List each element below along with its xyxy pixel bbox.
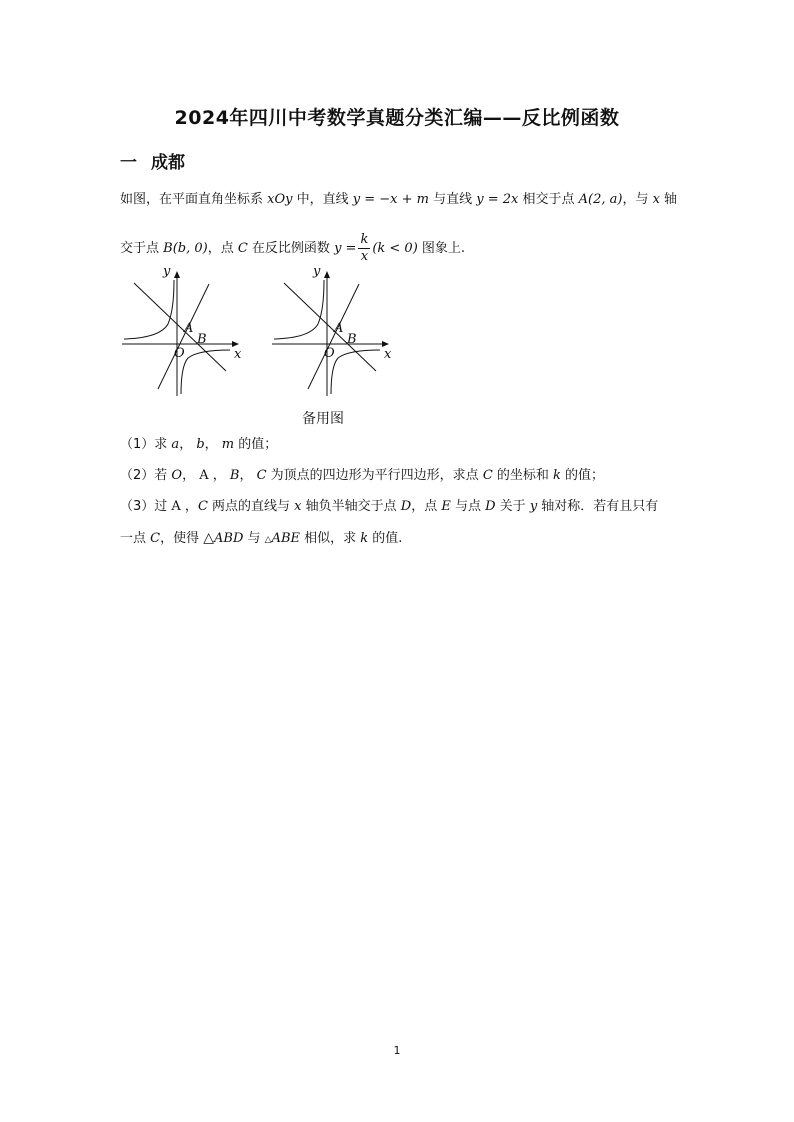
question-number: （1） — [120, 437, 155, 452]
hyperbola-left-branch — [274, 280, 324, 339]
question-text: 的坐标和 — [492, 468, 554, 483]
page-title: 2024年四川中考数学真题分类汇编——反比例函数 — [174, 107, 620, 129]
intro-text: 相交于点 — [518, 192, 579, 207]
point-c: C — [150, 531, 161, 546]
question-text: 的值； — [560, 468, 605, 483]
question-text: ，点 — [411, 499, 442, 514]
var-k: k — [360, 531, 369, 546]
question-text: 一点 — [120, 531, 151, 546]
intro-text: 轴 — [659, 192, 678, 207]
intro-text: 中，直线 — [292, 192, 353, 207]
point-c: C — [237, 241, 248, 256]
question-text: 为顶点的四边形为平行四边形，求点 — [266, 468, 483, 483]
intro-text: 在反比例函数 — [247, 241, 335, 256]
figure-backup — [272, 272, 388, 396]
intro-line-1 — [120, 190, 677, 210]
point-d: D — [485, 499, 496, 514]
section-heading — [120, 148, 185, 173]
question-text: ，使得 — [160, 531, 204, 546]
x-axis-label: x — [234, 347, 242, 362]
intro-line-2 — [120, 232, 465, 265]
x-axis-label: x — [384, 347, 392, 362]
intro-text: ，与 — [622, 192, 653, 207]
intro-text: 交于点 — [120, 241, 164, 256]
function-lhs: y = — [334, 241, 357, 256]
question-text: 关于 — [495, 499, 530, 514]
triangle-icon: △ — [264, 535, 272, 545]
question-text: 的值； — [234, 437, 278, 452]
point-c: C — [197, 499, 208, 514]
function-graphs — [120, 262, 420, 402]
x-var: x — [294, 499, 302, 514]
question-text: 轴对称．若有且只有 — [537, 499, 659, 514]
intro-text: ，点 — [207, 241, 238, 256]
k-condition: (k < 0) — [372, 241, 418, 256]
point-d: D — [400, 499, 412, 514]
triangle-icon: △ — [203, 530, 215, 546]
var-a: a — [171, 437, 180, 452]
label-o: O — [174, 346, 185, 361]
section-name: 成都 — [151, 153, 185, 173]
y-var: y — [529, 499, 538, 514]
question-text: 若 — [154, 468, 172, 483]
question-text: ， — [239, 468, 257, 483]
point-a: A(2, a) — [578, 192, 623, 207]
question-text: ， — [204, 437, 222, 452]
page-number: 1 — [393, 1044, 401, 1057]
question-text: 求 — [154, 437, 172, 452]
question-3-continued — [120, 528, 402, 550]
question-text: 过 A ， — [154, 499, 198, 514]
question-3 — [120, 497, 658, 517]
fraction-k-over-x — [358, 232, 370, 265]
triangle-abd: ABD — [214, 531, 244, 546]
question-2 — [120, 466, 604, 486]
var-m: m — [221, 437, 235, 452]
point-b: B — [229, 468, 240, 483]
hyperbola-left-branch — [124, 280, 174, 339]
point-c: C — [256, 468, 267, 483]
triangle-abe: ABE — [271, 531, 301, 546]
intro-text: 如图，在平面直角坐标系 — [120, 192, 268, 207]
label-o: O — [324, 346, 335, 361]
question-text: 相似，求 — [300, 531, 361, 546]
point-c: C — [482, 468, 493, 483]
point-o: O — [171, 468, 183, 483]
question-text: 与点 — [450, 499, 486, 514]
question-text: ， A ， — [182, 468, 230, 483]
question-text: ， — [179, 437, 197, 452]
x-var: x — [652, 192, 660, 207]
point-e: E — [441, 499, 451, 514]
intro-text: 与直线 — [428, 192, 477, 207]
hyperbola-right-branch — [331, 350, 380, 394]
fraction-denominator: x — [360, 249, 369, 264]
var-b: b — [196, 437, 205, 452]
question-1 — [120, 435, 277, 455]
intro-text: 图象上. — [417, 241, 466, 256]
var-k: k — [553, 468, 561, 483]
point-b: B(b, 0) — [163, 241, 208, 256]
y-axis-label: y — [313, 264, 321, 279]
question-text: 的值. — [368, 531, 403, 546]
label-b: B — [347, 332, 357, 347]
hyperbola-right-branch — [181, 350, 230, 394]
question-number: （2） — [120, 468, 155, 483]
question-number: （3） — [120, 499, 155, 514]
label-a: A — [334, 321, 344, 336]
label-a: A — [184, 321, 194, 336]
question-text: 轴负半轴交于点 — [301, 499, 401, 514]
label-b: B — [197, 332, 207, 347]
question-text: 两点的直线与 — [207, 499, 295, 514]
question-text: 与 — [243, 531, 265, 546]
fraction-numerator: k — [360, 232, 369, 247]
y-axis-label: y — [163, 264, 171, 279]
figure-main — [122, 272, 238, 396]
figure-caption: 备用图 — [302, 411, 344, 427]
section-number: 一 — [120, 153, 137, 173]
line-equation-1: y = −x + m — [352, 192, 429, 207]
line-equation-2: y = 2x — [476, 192, 519, 207]
coordinate-system-label: xOy — [267, 192, 293, 207]
